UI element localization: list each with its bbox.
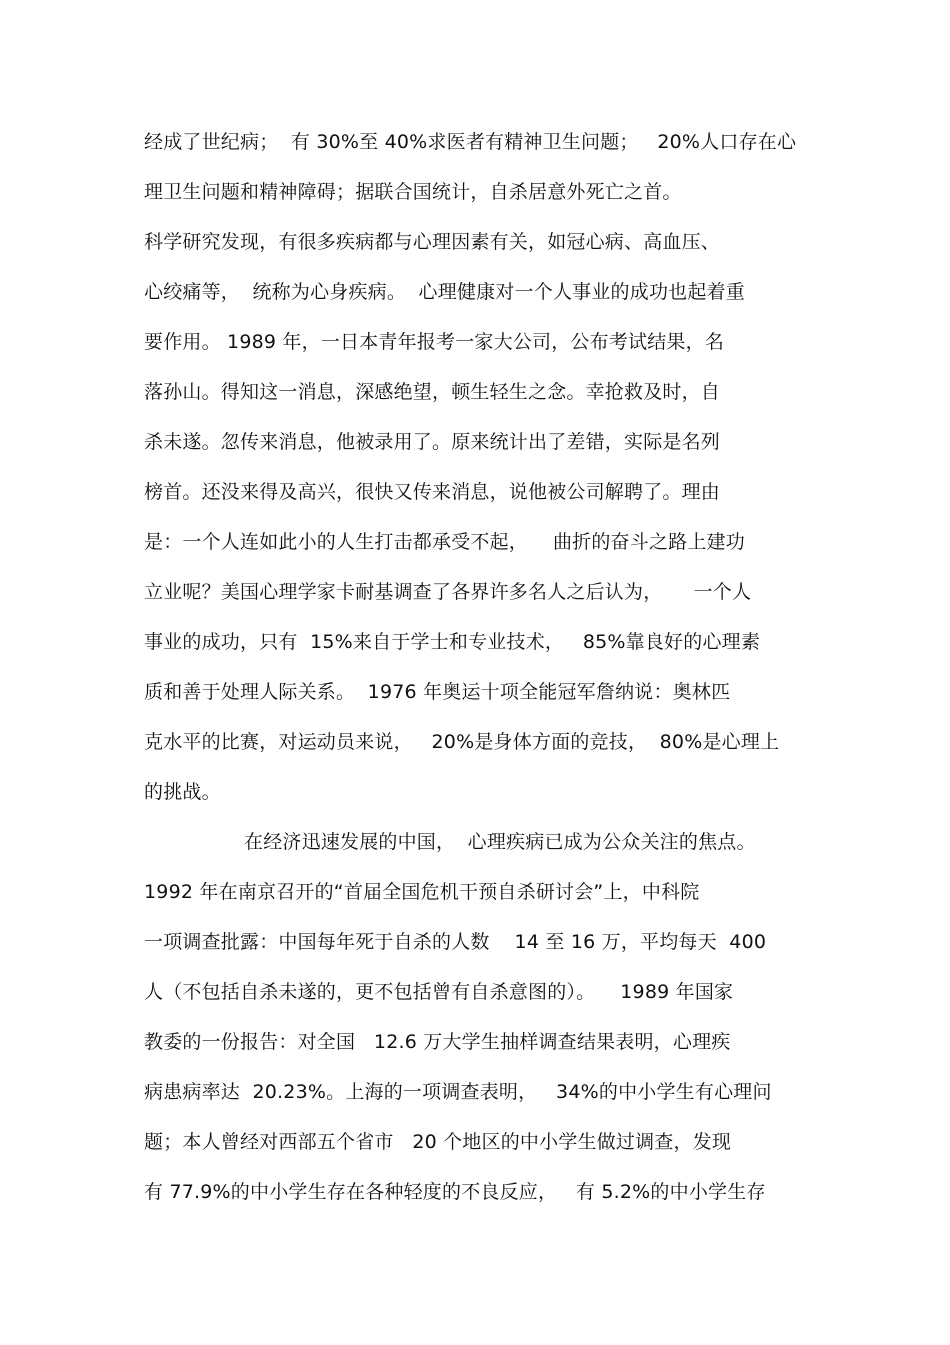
- text-line-6: 落孙山。得知这一消息，深感绝望，顿生轻生之念。幸抢救及时，自: [144, 381, 721, 403]
- text-line-12: 质和善于处理人际关系。 1976 年奥运十项全能冠军詹纳说：奥林匹: [144, 681, 731, 703]
- text-line-4: 心绞痛等， 统称为心身疾病。 心理健康对一个人事业的成功也起着重: [144, 281, 745, 303]
- text-line-13: 克水平的比赛，对运动员来说， 20%是身体方面的竞技， 80%是心理上: [144, 731, 780, 753]
- text-line-20: 病患病率达 20.23%。上海的一项调查表明， 34%的中小学生有心理问: [144, 1081, 772, 1103]
- text-line-15: 在经济迅速发展的中国， 心理疾病已成为公众关注的焦点。: [244, 831, 756, 853]
- text-line-1: 经成了世纪病； 有 30%至 40%求医者有精神卫生问题； 20%人口存在心: [144, 131, 797, 153]
- text-line-9: 是：一个人连如此小的人生打击都承受不起， 曲折的奋斗之路上建功: [144, 531, 745, 553]
- text-line-7: 杀未遂。忽传来消息，他被录用了。原来统计出了差错，实际是名列: [144, 431, 721, 453]
- text-line-21: 题；本人曾经对西部五个省市 20 个地区的中小学生做过调查，发现: [144, 1131, 732, 1153]
- text-line-11: 事业的成功，只有 15%来自于学士和专业技术， 85%靠良好的心理素: [144, 631, 761, 653]
- text-line-17: 一项调查批露：中国每年死于自杀的人数 14 至 16 万，平均每天 400: [144, 931, 767, 953]
- text-line-10: 立业呢？美国心理学家卡耐基调查了各界许多名人之后认为， 一个人: [144, 581, 752, 603]
- text-line-8: 榜首。还没来得及高兴，很快又传来消息，说他被公司解聘了。理由: [144, 481, 721, 503]
- text-line-5: 要作用。 1989 年，一日本青年报考一家大公司，公布考试结果，名: [144, 331, 725, 353]
- text-line-19: 教委的一份报告：对全国 12.6 万大学生抽样调查结果表明，心理疾: [144, 1031, 731, 1053]
- text-line-3: 科学研究发现，有很多疾病都与心理因素有关，如冠心病、高血压、: [144, 231, 721, 253]
- text-line-22: 有 77.9%的中小学生存在各种轻度的不良反应， 有 5.2%的中小学生存: [144, 1181, 766, 1203]
- text-line-14: 的挑战。: [144, 781, 221, 803]
- text-line-2: 理卫生问题和精神障碍；据联合国统计，自杀居意外死亡之首。: [144, 181, 682, 203]
- text-line-18: 人（不包括自杀未遂的，更不包括曾有自杀意图的）。 1989 年国家: [144, 981, 734, 1003]
- text-line-16: 1992 年在南京召开的“首届全国危机干预自杀研讨会”上，中科院: [144, 881, 700, 903]
